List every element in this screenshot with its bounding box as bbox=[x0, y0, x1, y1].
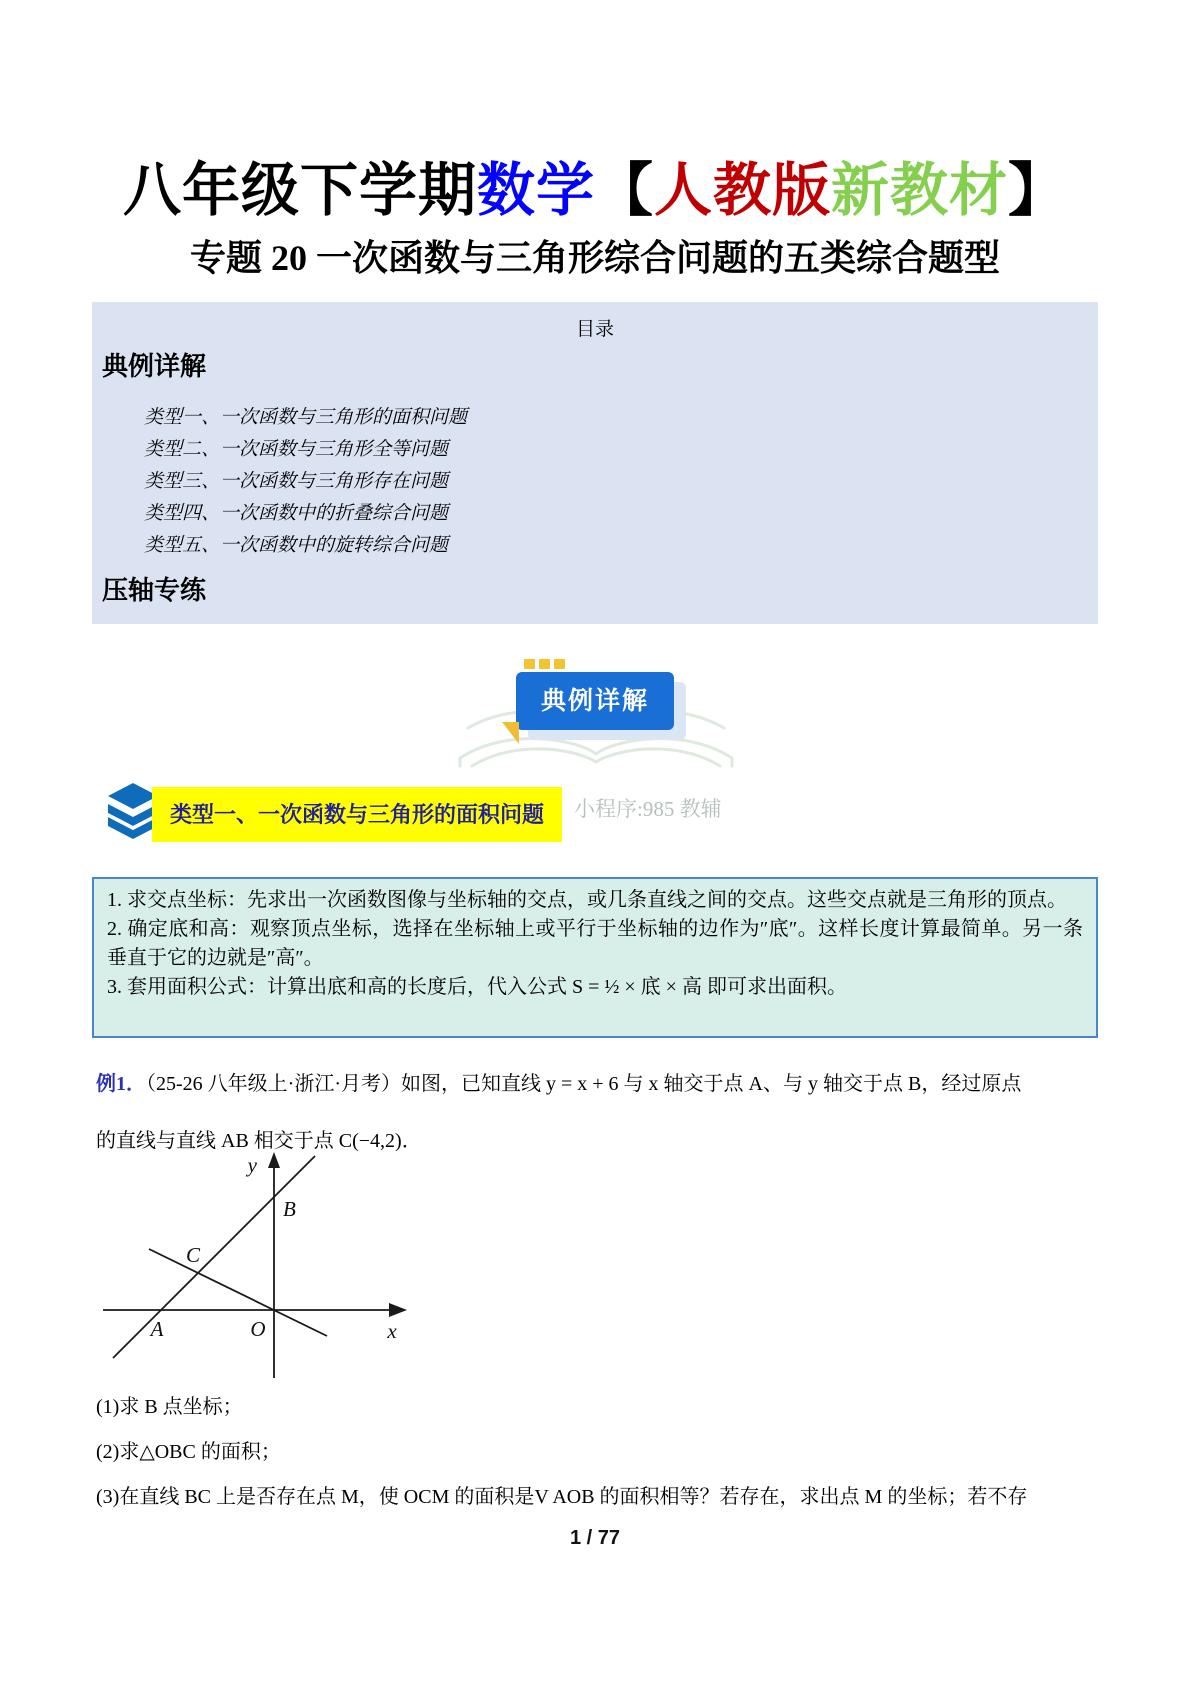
page-title: 八年级下学期数学【人教版新教材】 bbox=[122, 157, 1068, 223]
example1-text: （25-26 八年级上·浙江·月考）如图，已知直线 y = x + 6 与 x 轴交于点 A、与 y 轴交于点 B，经过原点 bbox=[146, 1073, 1022, 1095]
point-c-label: C bbox=[185, 1243, 201, 1267]
badge-fold-icon bbox=[502, 722, 519, 744]
question-3: (3)在直线 BC 上是否存在点 M，使 OCM 的面积是V AOB 的面积相等？若存在，求出点 M 的坐标；若不存 bbox=[96, 1486, 1028, 1508]
method-step-1: 1. 求交点坐标：先求出一次函数图像与坐标轴的交点，或几条直线之间的交点。这些交点就是三角形的顶点。 bbox=[107, 889, 1067, 911]
question-1: (1)求 B 点坐标； bbox=[96, 1396, 243, 1418]
toc-item-type4: 类型四、一次函数中的折叠综合问题 bbox=[144, 503, 449, 524]
method-box bbox=[92, 877, 1098, 1038]
x-axis-arrow bbox=[389, 1303, 407, 1317]
point-a-label: A bbox=[150, 1317, 164, 1341]
toc-item-type3: 类型三、一次函数与三角形存在问题 bbox=[144, 471, 449, 492]
method-step-3: 3. 套用面积公式：计算出底和高的长度后，代入公式 S = ½ × 底 × 高 即可求出面积。 bbox=[107, 976, 847, 998]
toc-box bbox=[92, 302, 1098, 624]
toc-item-type5: 类型五、一次函数中的旋转综合问题 bbox=[144, 535, 449, 556]
coordinate-figure bbox=[95, 1148, 415, 1388]
y-axis-arrow bbox=[268, 1152, 280, 1168]
toc-item-type1: 类型一、一次函数与三角形的面积问题 bbox=[144, 407, 468, 428]
point-b-label: B bbox=[283, 1197, 296, 1221]
question-2: (2)求△OBC 的面积； bbox=[96, 1441, 281, 1463]
origin-label: O bbox=[250, 1317, 266, 1341]
toc-item-type2: 类型二、一次函数与三角形全等问题 bbox=[144, 439, 449, 460]
toc-section-examples: 典例详解 bbox=[102, 351, 207, 381]
examples-badge: 典例详解 bbox=[516, 672, 674, 730]
example1-label: 例1． bbox=[96, 1073, 146, 1095]
watermark-text: 小程序:985 教辅 bbox=[574, 797, 722, 821]
page-subtitle: 专题 20 一次函数与三角形综合问题的五类综合题型 bbox=[189, 237, 1000, 278]
example1-line2: 的直线与直线 AB 相交于点 C(−4,2)． bbox=[96, 1130, 422, 1152]
x-axis-label: x bbox=[387, 1319, 397, 1343]
example1-line1 bbox=[96, 1069, 1108, 1099]
toc-section-practice: 压轴专练 bbox=[102, 575, 207, 605]
toc-heading: 目录 bbox=[575, 319, 614, 340]
y-axis-label: y bbox=[247, 1153, 257, 1177]
type1-heading: 类型一、一次函数与三角形的面积问题 bbox=[152, 787, 562, 842]
method-step-2: 2. 确定底和高：观察顶点坐标，选择在坐标轴上或平行于坐标轴的边作为″底″。这样长度计算最简单。另一条垂直于它的边就是″高″。 bbox=[107, 918, 1083, 969]
badge-dots-icon bbox=[524, 659, 565, 669]
page-number: 1 / 77 bbox=[569, 1527, 621, 1549]
